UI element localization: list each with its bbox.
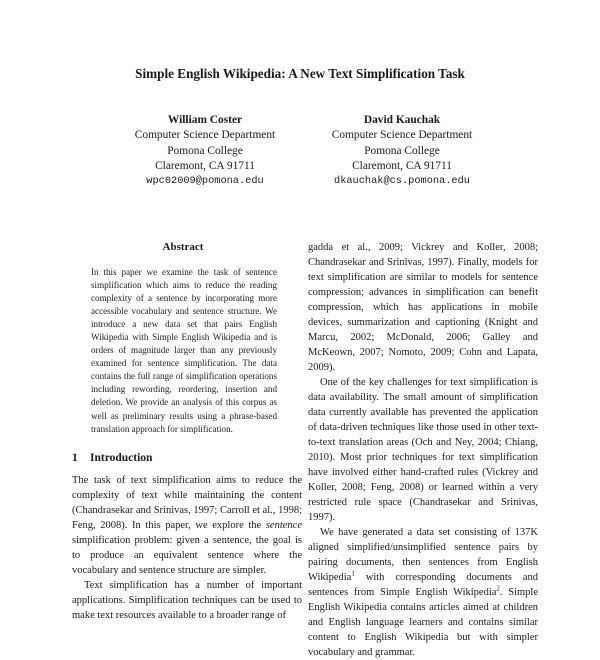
author-email: wpc02009@pomona.edu <box>146 175 264 188</box>
right-paragraph-2: One of the key challenges for text simplification is data availability. The small amount of simplification data currently available has prevented the application of data-driven techniques like those used in other text-to-text translation areas (Och and Ney, 2004; Chiang, 2010). Most prior techniques for text simplification have involved either hand-crafted rules (Vickrey and Koller, 2008; Feng, 2008) or learned within a very restricted rule space (Chandrasekar and Srinivas, 1997). <box>308 377 538 523</box>
right-paragraph-1: gadda et al., 2009; Vickrey and Koller, 2008; Chandrasekar and Srinivas, 1997). Finally, models for text simplification are similar to models for sentence compression; advances in simplification can benefit compression, which has applications in mobile devices, summarization and captioning (Knight and Marcu, 2002; McDonald, 2006; Galley and McKeown, 2007; Nomoto, 2009; Cohn and Lapata, 2009). <box>308 242 538 373</box>
intro-text: The task of text simplification aims to reduce the complexity of text while maintaining the content (Chandrasekar and Srinivas, 1997; Carroll et al., 1998; Feng, 2008). In this paper, we explore the <box>72 475 302 531</box>
author-institution: Pomona College <box>167 144 243 157</box>
section-number: 1 <box>72 452 78 464</box>
author-location: Claremont, CA 91711 <box>155 159 255 172</box>
abstract-heading: Abstract <box>162 241 204 253</box>
footnote-marker-2[interactable]: 2 <box>496 584 500 593</box>
paragraph-text: . Simple English Wikipedia contains articles aimed at children and English language learners and contains similar content to English Wikipedia but with simpler vocabulary and grammar. <box>308 587 538 658</box>
abstract-text: In this paper we examine the task of sentence simplification which aims to reduce the reading complexity of a sentence by incorporating more accessible vocabulary and sentence structure. We introduce a new data set that pairs English Wikipedia with Simple English Wikipedia and is orders of magnitude larger than any previously examined for sentence simplification. The data contains the full range of simplification operations including rewording, reordering, insertion and deletion. We provide an analysis of this corpus as well as preliminary results using a phrase-based translation approach for simplification. <box>91 267 277 434</box>
right-paragraph-3 <box>308 525 538 660</box>
intro-paragraph-2: Text simplification has a number of important applications. Simplification techniques can be used to make text resources available to a broader range of <box>72 580 302 621</box>
author-email: dkauchak@cs.pomona.edu <box>334 175 470 188</box>
author-name: David Kauchak <box>363 114 441 126</box>
introduction-column <box>72 473 302 621</box>
right-column <box>308 240 538 658</box>
section-heading-introduction <box>72 452 302 464</box>
paragraph-text: We have generated a data set consisting of 137K aligned simplified/unsimplified sentence pairs by pairing documents, then sentences from English Wikipedia <box>308 527 538 583</box>
author-department: Computer Science Department <box>134 129 276 142</box>
author-name: William Coster <box>167 114 243 126</box>
author-institution: Pomona College <box>364 144 440 157</box>
emphasized-term: sentence <box>265 520 302 531</box>
intro-paragraph-1 <box>72 473 302 578</box>
intro-text: simplification problem: given a sentence, the goal is to produce an equivalent sentence where the vocabulary and sentence structure are simpler. <box>72 535 302 576</box>
section-title: Introduction <box>90 452 153 464</box>
author-block-kauchak <box>302 113 502 189</box>
paragraph-text: with corresponding documents and sentences from Simple English Wikipedia <box>308 572 538 598</box>
author-location: Claremont, CA 91711 <box>352 159 452 172</box>
paper-title: Simple English Wikipedia: A New Text Simplification Task <box>135 66 465 81</box>
author-department: Computer Science Department <box>331 129 473 142</box>
author-block-coster <box>105 113 305 189</box>
footnote-marker-1[interactable]: 1 <box>351 569 355 578</box>
